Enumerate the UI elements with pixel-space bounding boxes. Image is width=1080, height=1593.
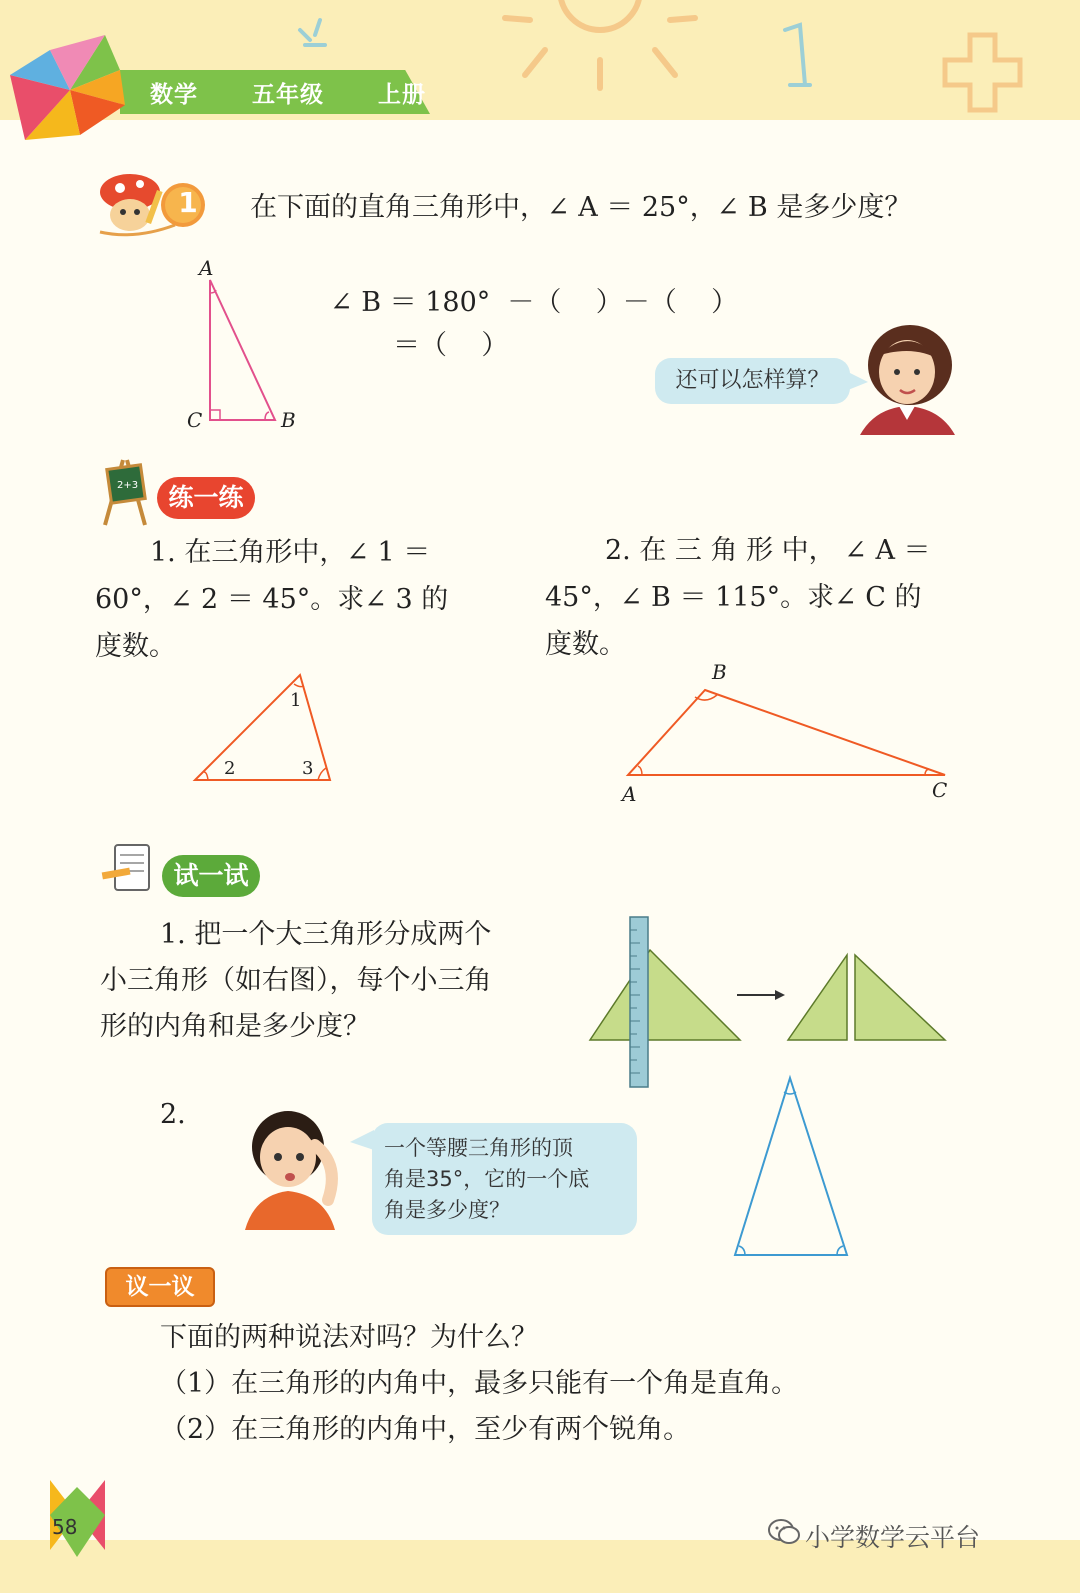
equation-line-1: ∠ B ＝ 180° －（ ）－（ ） (330, 287, 739, 318)
watermark-text: 小学数学云平台 (805, 1523, 981, 1552)
practice-q2-line3: 度数。 (545, 629, 626, 660)
notepad-pencil-icon (100, 840, 155, 895)
try-q1-line1: 1. 把一个大三角形分成两个 (160, 919, 492, 950)
try-badge: 试一试 (162, 855, 260, 897)
vertex-label-a2: A (622, 782, 637, 806)
practice-q1-line3: 度数。 (95, 631, 176, 662)
wechat-icon (768, 1518, 800, 1546)
page-number: 58 (52, 1515, 78, 1539)
header-title: 数学 五年级 上册 (150, 82, 427, 108)
discuss-item-1: （1）在三角形的内角中，最多只能有一个角是直角。 (160, 1368, 799, 1399)
bubble-line-3: 角是多少度？ (384, 1198, 510, 1222)
vertex-label-a: A (199, 256, 214, 280)
bubble-line-2: 角是35°，它的一个底 (384, 1167, 590, 1191)
practice-q1-line2: 60°，∠ 2 ＝ 45°。求∠ 3 的 (95, 584, 449, 615)
obtuse-triangle-figure (620, 680, 955, 790)
vertex-label-b2: B (712, 660, 727, 684)
isosceles-question-bubble (372, 1123, 637, 1235)
practice-q2-line2: 45°，∠ B ＝ 115°。求∠ C 的 (545, 582, 922, 613)
angle-label-2: 2 (224, 758, 236, 779)
girl-character-icon (855, 320, 960, 435)
try-q1-line3: 形的内角和是多少度？ (100, 1011, 370, 1042)
discuss-item-2: （2）在三角形的内角中，至少有两个锐角。 (160, 1414, 691, 1445)
equation-line-2: ＝（ ） (393, 330, 509, 361)
boy-thinking-icon (240, 1105, 350, 1230)
vertex-label-c2: C (932, 778, 948, 802)
try-q1-line2: 小三角形（如右图），每个小三角 (100, 965, 492, 996)
practice-q1-line1: 1. 在三角形中，∠ 1 ＝ (150, 537, 431, 568)
bubble-tail-2 (350, 1130, 374, 1152)
try-q2-number: 2. (160, 1099, 186, 1130)
example-number: 1 (178, 186, 198, 219)
split-triangle-figure (585, 915, 955, 1090)
easel-board-icon (95, 455, 155, 530)
discuss-intro: 下面的两种说法对吗？为什么？ (160, 1322, 538, 1353)
practice-q2-line1: 2. 在 三 角 形 中， ∠ A ＝ (605, 535, 931, 566)
vertex-label-c: C (187, 408, 203, 432)
hint-speech-bubble: 还可以怎样算？ (655, 358, 850, 404)
svg-text:2+3: 2+3 (117, 480, 139, 491)
discuss-badge: 议一议 (105, 1267, 215, 1307)
angle-label-1: 1 (290, 690, 302, 711)
practice-badge: 练一练 (157, 477, 255, 519)
isosceles-triangle-figure (725, 1070, 855, 1260)
vertex-label-b: B (281, 408, 296, 432)
triangle-angles-123-figure (190, 670, 340, 790)
example-question: 在下面的直角三角形中，∠ A ＝ 25°，∠ B 是多少度？ (250, 192, 912, 223)
angle-label-3: 3 (302, 758, 314, 779)
tangram-logo-icon (10, 30, 130, 150)
bubble-line-1: 一个等腰三角形的顶 (384, 1136, 573, 1160)
